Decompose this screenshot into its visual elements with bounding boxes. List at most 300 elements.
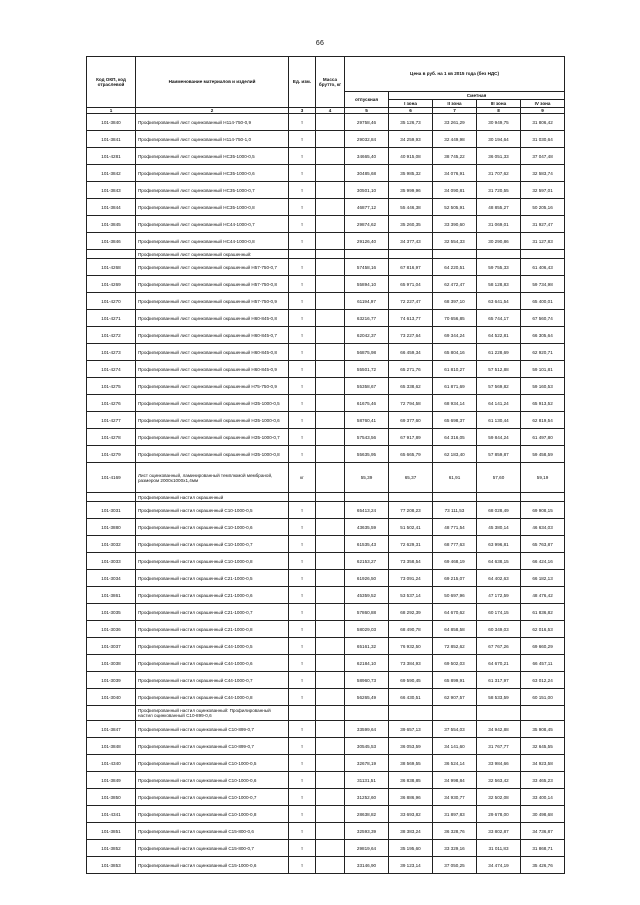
column-number: 5 bbox=[345, 108, 389, 114]
empty-cell bbox=[389, 250, 433, 259]
unit-cell: т bbox=[289, 361, 316, 378]
price-zone-2-cell: 72 852,62 bbox=[433, 638, 477, 655]
price-zone-4-cell: 65 763,87 bbox=[521, 536, 565, 553]
code-cell: 101-4340 bbox=[87, 755, 136, 772]
header-zone-1: I зона bbox=[389, 100, 433, 108]
price-zone-1-cell: 36 838,85 bbox=[389, 772, 433, 789]
price-release-cell: 62153,27 bbox=[345, 553, 389, 570]
price-zone-1-cell: 39 657,13 bbox=[389, 721, 433, 738]
mass-cell bbox=[316, 148, 345, 165]
price-zone-1-cell: 65 271,76 bbox=[389, 361, 433, 378]
code-cell: 101-4274 bbox=[87, 361, 136, 378]
price-zone-2-cell: 64 670,62 bbox=[433, 604, 477, 621]
price-zone-2-cell: 36 524,14 bbox=[433, 755, 477, 772]
price-release-cell: 28638,82 bbox=[345, 806, 389, 823]
price-release-cell: 33599,64 bbox=[345, 721, 389, 738]
price-zone-2-cell: 64 858,58 bbox=[433, 621, 477, 638]
price-release-cell: 30501,10 bbox=[345, 182, 389, 199]
price-zone-4-cell: 66 305,64 bbox=[521, 327, 565, 344]
name-cell: Профилированный лист оцинкованный НС44-1000-0,7 bbox=[136, 216, 289, 233]
table-row bbox=[87, 310, 565, 327]
price-zone-3-cell: 61 317,97 bbox=[477, 672, 521, 689]
name-cell: Профилированный лист оцинкованный окрашенный НЗ5-1000-0,5 bbox=[136, 395, 289, 412]
price-zone-2-cell: 37 554,03 bbox=[433, 721, 477, 738]
price-release-cell: 31252,60 bbox=[345, 789, 389, 806]
mass-cell bbox=[316, 327, 345, 344]
price-zone-2-cell: 34 076,91 bbox=[433, 165, 477, 182]
price-zone-3-cell: 68 028,49 bbox=[477, 502, 521, 519]
unit-cell: т bbox=[289, 553, 316, 570]
name-cell: Профилированный настил оцинкованный С15-800-0,7 bbox=[136, 840, 289, 857]
price-release-cell: 65161,32 bbox=[345, 638, 389, 655]
mass-cell bbox=[316, 276, 345, 293]
table-row bbox=[87, 502, 565, 519]
price-zone-3-cell: 34 474,19 bbox=[477, 857, 521, 874]
code-cell: 101-3031 bbox=[87, 502, 136, 519]
code-cell: 101-4273 bbox=[87, 344, 136, 361]
name-cell: Профилированный настил окрашенный С10-1000-0,7 bbox=[136, 536, 289, 553]
mass-cell bbox=[316, 412, 345, 429]
mass-cell bbox=[316, 131, 345, 148]
price-zone-4-cell: 65 400,01 bbox=[521, 293, 565, 310]
price-release-cell: 43635,59 bbox=[345, 519, 389, 536]
price-zone-4-cell: 31 927,47 bbox=[521, 216, 565, 233]
price-zone-4-cell: 61 836,82 bbox=[521, 604, 565, 621]
column-number: 6 bbox=[389, 108, 433, 114]
mass-cell bbox=[316, 806, 345, 823]
empty-cell bbox=[477, 706, 521, 721]
price-zone-4-cell: 37 047,48 bbox=[521, 148, 565, 165]
code-cell: 101-3851 bbox=[87, 823, 136, 840]
table-row bbox=[87, 553, 565, 570]
code-cell: 101-3841 bbox=[87, 131, 136, 148]
price-zone-2-cell: 65 804,16 bbox=[433, 344, 477, 361]
price-zone-1-cell: 67 816,97 bbox=[389, 259, 433, 276]
name-cell: Профилированный настил окрашенный С44-1000-0,5 bbox=[136, 638, 289, 655]
header-estimate: Сметная bbox=[389, 92, 565, 100]
name-cell: Профилированный лист оцинкованный окрашенный Н60-845-0,8 bbox=[136, 310, 289, 327]
price-zone-1-cell: 34 259,93 bbox=[389, 131, 433, 148]
code-cell: 101-3840 bbox=[87, 114, 136, 131]
price-zone-2-cell: 64 316,05 bbox=[433, 429, 477, 446]
mass-cell bbox=[316, 310, 345, 327]
unit-cell: т bbox=[289, 412, 316, 429]
price-zone-4-cell: 50 205,16 bbox=[521, 199, 565, 216]
name-cell: Профилированный настил окрашенный С10-1000-0,6 bbox=[136, 519, 289, 536]
price-release-cell: 58760,41 bbox=[345, 412, 389, 429]
price-release-cell: 58029,03 bbox=[345, 621, 389, 638]
price-zone-1-cell: 76 932,50 bbox=[389, 638, 433, 655]
table-row bbox=[87, 293, 565, 310]
price-zone-2-cell: 64 220,51 bbox=[433, 259, 477, 276]
price-zone-3-cell: 33 802,87 bbox=[477, 823, 521, 840]
code-cell: 101-3036 bbox=[87, 621, 136, 638]
unit-cell: т bbox=[289, 131, 316, 148]
mass-cell bbox=[316, 216, 345, 233]
price-zone-3-cell: 58 533,59 bbox=[477, 689, 521, 706]
section-title: Профилированный настил окрашенный bbox=[136, 493, 289, 502]
price-release-cell: 61194,97 bbox=[345, 293, 389, 310]
mass-cell bbox=[316, 114, 345, 131]
empty-cell bbox=[477, 250, 521, 259]
mass-cell bbox=[316, 772, 345, 789]
price-zone-2-cell: 73 111,53 bbox=[433, 502, 477, 519]
price-zone-3-cell: 48 855,27 bbox=[477, 199, 521, 216]
unit-cell: т bbox=[289, 857, 316, 874]
price-zone-4-cell: 31 806,42 bbox=[521, 114, 565, 131]
price-zone-2-cell: 38 745,22 bbox=[433, 148, 477, 165]
table-row bbox=[87, 570, 565, 587]
table-row bbox=[87, 327, 565, 344]
unit-cell: т bbox=[289, 502, 316, 519]
price-zone-3-cell: 32 563,42 bbox=[477, 772, 521, 789]
table-row bbox=[87, 536, 565, 553]
price-zone-2-cell: 37 050,25 bbox=[433, 857, 477, 874]
price-zone-4-cell: 30 498,68 bbox=[521, 806, 565, 823]
mass-cell bbox=[316, 672, 345, 689]
price-zone-2-cell: 32 449,98 bbox=[433, 131, 477, 148]
price-zone-1-cell: 38 569,55 bbox=[389, 755, 433, 772]
code-cell bbox=[87, 493, 136, 502]
empty-cell bbox=[316, 250, 345, 259]
code-cell: 101-3035 bbox=[87, 604, 136, 621]
price-zone-4-cell: 59 160,53 bbox=[521, 378, 565, 395]
unit-cell: т bbox=[289, 738, 316, 755]
price-zone-4-cell: 62 016,53 bbox=[521, 621, 565, 638]
name-cell: Профилированный настил окрашенный С10-1000-0,8 bbox=[136, 553, 289, 570]
name-cell: Профилированный лист оцинкованный окрашенный Н57-750-0,7 bbox=[136, 259, 289, 276]
table-row bbox=[87, 721, 565, 738]
mass-cell bbox=[316, 463, 345, 493]
mass-cell bbox=[316, 536, 345, 553]
price-zone-3-cell: 57 859,87 bbox=[477, 446, 521, 463]
name-cell: Профилированный настил окрашенный С21-1000-0,8 bbox=[136, 621, 289, 638]
table-row bbox=[87, 463, 565, 493]
section-header-row bbox=[87, 706, 565, 721]
price-release-cell: 65413,24 bbox=[345, 502, 389, 519]
unit-cell: т bbox=[289, 114, 316, 131]
price-zone-4-cell: 66 182,13 bbox=[521, 570, 565, 587]
mass-cell bbox=[316, 721, 345, 738]
price-zone-4-cell: 66 424,16 bbox=[521, 553, 565, 570]
mass-cell bbox=[316, 446, 345, 463]
price-release-cell: 29819,64 bbox=[345, 840, 389, 857]
mass-cell bbox=[316, 857, 345, 874]
code-cell: 101-4169 bbox=[87, 463, 136, 493]
price-zone-2-cell: 69 502,03 bbox=[433, 655, 477, 672]
unit-cell: т bbox=[289, 148, 316, 165]
empty-cell bbox=[316, 493, 345, 502]
price-zone-2-cell: 62 183,40 bbox=[433, 446, 477, 463]
code-cell: 101-3037 bbox=[87, 638, 136, 655]
price-zone-1-cell: 35 985,32 bbox=[389, 165, 433, 182]
unit-cell: т bbox=[289, 823, 316, 840]
price-zone-4-cell: 62 920,71 bbox=[521, 344, 565, 361]
mass-cell bbox=[316, 233, 345, 250]
table-row bbox=[87, 789, 565, 806]
price-zone-3-cell: 30 194,64 bbox=[477, 131, 521, 148]
empty-cell bbox=[345, 250, 389, 259]
code-cell: 101-4272 bbox=[87, 327, 136, 344]
table-row bbox=[87, 621, 565, 638]
price-zone-2-cell: 33 329,16 bbox=[433, 840, 477, 857]
table-row bbox=[87, 429, 565, 446]
price-zone-1-cell: 55 446,38 bbox=[389, 199, 433, 216]
price-zone-2-cell: 33 390,60 bbox=[433, 216, 477, 233]
price-zone-4-cell: 33 400,14 bbox=[521, 789, 565, 806]
empty-cell bbox=[345, 706, 389, 721]
table-header-row bbox=[87, 57, 565, 92]
price-zone-2-cell: 61 871,69 bbox=[433, 378, 477, 395]
name-cell: Профилированный настил оцинкованный С10-1000-0,8 bbox=[136, 806, 289, 823]
mass-cell bbox=[316, 587, 345, 604]
code-cell: 101-3880 bbox=[87, 519, 136, 536]
table-row bbox=[87, 182, 565, 199]
name-cell: Профилированный лист оцинкованный окрашенный НЗ5-1000-0,8 bbox=[136, 446, 289, 463]
price-release-cell: 55501,72 bbox=[345, 361, 389, 378]
price-zone-4-cell: 69 660,29 bbox=[521, 638, 565, 655]
table-row bbox=[87, 806, 565, 823]
price-zone-1-cell: 51 502,41 bbox=[389, 519, 433, 536]
price-zone-1-cell: 66 430,51 bbox=[389, 689, 433, 706]
unit-cell: т bbox=[289, 655, 316, 672]
price-zone-3-cell: 67 767,26 bbox=[477, 638, 521, 655]
price-zone-1-cell: 39 123,14 bbox=[389, 857, 433, 874]
price-zone-4-cell: 61 497,80 bbox=[521, 429, 565, 446]
price-zone-4-cell: 31 868,71 bbox=[521, 840, 565, 857]
mass-cell bbox=[316, 344, 345, 361]
code-cell: 101-4279 bbox=[87, 446, 136, 463]
page-number: 66 bbox=[315, 40, 325, 47]
price-release-cell: 63216,77 bbox=[345, 310, 389, 327]
code-cell: 101-3842 bbox=[87, 165, 136, 182]
mass-cell bbox=[316, 738, 345, 755]
unit-cell: т bbox=[289, 721, 316, 738]
price-zone-1-cell: 34 377,43 bbox=[389, 233, 433, 250]
table-row bbox=[87, 361, 565, 378]
empty-cell bbox=[289, 250, 316, 259]
table-row bbox=[87, 638, 565, 655]
price-table bbox=[86, 56, 565, 874]
mass-cell bbox=[316, 553, 345, 570]
price-zone-3-cell: 34 942,88 bbox=[477, 721, 521, 738]
unit-cell: т bbox=[289, 429, 316, 446]
price-release-cell: 32678,19 bbox=[345, 755, 389, 772]
code-cell: 101-4277 bbox=[87, 412, 136, 429]
price-zone-3-cell: 31 707,62 bbox=[477, 165, 521, 182]
name-cell: Профилированный лист оцинкованный окрашенный Н57-750-0,8 bbox=[136, 276, 289, 293]
name-cell: Профилированный лист оцинкованный окрашенный Н75-750-0,9 bbox=[136, 378, 289, 395]
price-zone-2-cell: 31 897,83 bbox=[433, 806, 477, 823]
price-zone-4-cell: 48 476,42 bbox=[521, 587, 565, 604]
mass-cell bbox=[316, 378, 345, 395]
name-cell: Профилированный лист оцинкованный окрашенный НЗ5-1000-0,6 bbox=[136, 412, 289, 429]
price-zone-4-cell: 59,19 bbox=[521, 463, 565, 493]
code-cell: 101-3847 bbox=[87, 721, 136, 738]
price-release-cell: 55894,10 bbox=[345, 276, 389, 293]
price-release-cell: 55,39 bbox=[345, 463, 389, 493]
name-cell: Профилированный лист оцинкованный окрашенный Н57-750-0,9 bbox=[136, 293, 289, 310]
empty-cell bbox=[433, 706, 477, 721]
price-zone-1-cell: 69 590,45 bbox=[389, 672, 433, 689]
table-row bbox=[87, 233, 565, 250]
code-cell: 101-3861 bbox=[87, 587, 136, 604]
unit-cell: т bbox=[289, 199, 316, 216]
price-zone-4-cell: 65 913,52 bbox=[521, 395, 565, 412]
code-cell bbox=[87, 706, 136, 721]
price-zone-2-cell: 65 698,37 bbox=[433, 412, 477, 429]
unit-cell: т bbox=[289, 182, 316, 199]
price-zone-1-cell: 73 227,64 bbox=[389, 327, 433, 344]
price-zone-2-cell: 65 899,91 bbox=[433, 672, 477, 689]
price-zone-1-cell: 65,37 bbox=[389, 463, 433, 493]
price-zone-2-cell: 61,91 bbox=[433, 463, 477, 493]
price-zone-4-cell: 35 426,76 bbox=[521, 857, 565, 874]
name-cell: Профилированный настил оцинкованный С10-899-0,7 bbox=[136, 721, 289, 738]
price-zone-4-cell: 32 645,55 bbox=[521, 738, 565, 755]
price-zone-2-cell: 36 328,76 bbox=[433, 823, 477, 840]
price-zone-3-cell: 58 128,83 bbox=[477, 276, 521, 293]
mass-cell bbox=[316, 570, 345, 587]
code-cell: 101-3848 bbox=[87, 738, 136, 755]
unit-cell: т bbox=[289, 344, 316, 361]
price-zone-1-cell: 36 886,96 bbox=[389, 789, 433, 806]
price-zone-3-cell: 45 380,14 bbox=[477, 519, 521, 536]
empty-cell bbox=[289, 706, 316, 721]
table-row bbox=[87, 131, 565, 148]
empty-cell bbox=[389, 706, 433, 721]
price-zone-4-cell: 67 560,74 bbox=[521, 310, 565, 327]
price-zone-1-cell: 73 091,24 bbox=[389, 570, 433, 587]
code-cell: 101-4271 bbox=[87, 310, 136, 327]
table-row bbox=[87, 276, 565, 293]
name-cell: Профилированный лист оцинкованный окрашенный Н60-845-0,8 bbox=[136, 344, 289, 361]
price-zone-3-cell: 64 402,63 bbox=[477, 570, 521, 587]
table-row bbox=[87, 395, 565, 412]
unit-cell: т bbox=[289, 638, 316, 655]
table-row bbox=[87, 216, 565, 233]
name-cell: Профилированный настил окрашенный С21-1000-0,5 bbox=[136, 570, 289, 587]
price-zone-4-cell: 62 819,54 bbox=[521, 412, 565, 429]
price-zone-4-cell: 32 583,74 bbox=[521, 165, 565, 182]
section-header-row bbox=[87, 493, 565, 502]
price-zone-4-cell: 31 030,64 bbox=[521, 131, 565, 148]
price-release-cell: 62184,10 bbox=[345, 655, 389, 672]
unit-cell: т bbox=[289, 806, 316, 823]
unit-cell: т bbox=[289, 378, 316, 395]
empty-cell bbox=[433, 250, 477, 259]
header-release: отпускная bbox=[345, 92, 389, 108]
price-zone-2-cell: 34 930,77 bbox=[433, 789, 477, 806]
price-release-cell: 29874,62 bbox=[345, 216, 389, 233]
name-cell: Профилированный настил оцинкованный С10-1000-0,5 bbox=[136, 755, 289, 772]
table-row bbox=[87, 672, 565, 689]
price-release-cell: 33146,90 bbox=[345, 857, 389, 874]
price-zone-1-cell: 68 490,78 bbox=[389, 621, 433, 638]
price-zone-4-cell: 61 406,43 bbox=[521, 259, 565, 276]
price-zone-2-cell: 70 656,85 bbox=[433, 310, 477, 327]
empty-cell bbox=[521, 706, 565, 721]
price-zone-1-cell: 35 999,96 bbox=[389, 182, 433, 199]
price-zone-3-cell: 31 767,77 bbox=[477, 738, 521, 755]
code-cell: 101-3039 bbox=[87, 672, 136, 689]
price-zone-2-cell: 68 777,63 bbox=[433, 536, 477, 553]
code-cell: 101-3033 bbox=[87, 553, 136, 570]
price-zone-2-cell: 68 934,14 bbox=[433, 395, 477, 412]
empty-cell bbox=[316, 706, 345, 721]
table-row bbox=[87, 148, 565, 165]
price-zone-3-cell: 30 290,86 bbox=[477, 233, 521, 250]
column-number: 2 bbox=[136, 108, 289, 114]
unit-cell: т bbox=[289, 165, 316, 182]
header-unit: Ед. изм. bbox=[289, 57, 316, 108]
price-zone-1-cell: 65 338,62 bbox=[389, 378, 433, 395]
name-cell: Профилированный настил окрашенный С21-1000-0,7 bbox=[136, 604, 289, 621]
price-zone-4-cell: 33 465,23 bbox=[521, 772, 565, 789]
price-zone-4-cell: 60 151,00 bbox=[521, 689, 565, 706]
unit-cell: т bbox=[289, 519, 316, 536]
price-zone-3-cell: 47 172,59 bbox=[477, 587, 521, 604]
price-zone-3-cell: 36 051,33 bbox=[477, 148, 521, 165]
section-title: Профилированный настил оцинкованный: Профилированный настил оцинкованный С10-899-0,6 bbox=[136, 706, 289, 721]
code-cell bbox=[87, 250, 136, 259]
mass-cell bbox=[316, 395, 345, 412]
price-release-cell: 29032,84 bbox=[345, 131, 389, 148]
price-release-cell: 34665,40 bbox=[345, 148, 389, 165]
price-zone-2-cell: 52 505,91 bbox=[433, 199, 477, 216]
price-zone-3-cell: 64 522,81 bbox=[477, 327, 521, 344]
price-zone-4-cell: 69 908,15 bbox=[521, 502, 565, 519]
section-header-row bbox=[87, 250, 565, 259]
table-row bbox=[87, 199, 565, 216]
mass-cell bbox=[316, 519, 345, 536]
price-zone-1-cell: 40 915,08 bbox=[389, 148, 433, 165]
price-zone-3-cell: 65 744,17 bbox=[477, 310, 521, 327]
name-cell: Профилированный настил оцинкованный С10-899-0,7 bbox=[136, 738, 289, 755]
price-release-cell: 30545,53 bbox=[345, 738, 389, 755]
price-zone-1-cell: 36 053,59 bbox=[389, 738, 433, 755]
price-release-cell: 61926,50 bbox=[345, 570, 389, 587]
price-release-cell: 32593,39 bbox=[345, 823, 389, 840]
code-cell: 101-3852 bbox=[87, 840, 136, 857]
code-cell: 101-4278 bbox=[87, 429, 136, 446]
price-zone-3-cell: 60 174,15 bbox=[477, 604, 521, 621]
price-zone-3-cell: 64 670,21 bbox=[477, 655, 521, 672]
header-zone-2: II зона bbox=[433, 100, 477, 108]
name-cell: Лист оцинкованный, ламинированный темплюмой мембраной, размером 2000х1000х1,4мм bbox=[136, 463, 289, 493]
empty-cell bbox=[433, 493, 477, 502]
unit-cell: т bbox=[289, 536, 316, 553]
header-price: Цена в руб. на 1 кв 2015 года (без НДС) bbox=[345, 57, 565, 92]
code-cell: 101-3846 bbox=[87, 233, 136, 250]
price-zone-2-cell: 33 261,29 bbox=[433, 114, 477, 131]
header-zone-4: IV зона bbox=[521, 100, 565, 108]
table-row bbox=[87, 689, 565, 706]
code-cell: 101-4268 bbox=[87, 259, 136, 276]
code-cell: 101-3032 bbox=[87, 536, 136, 553]
code-cell: 101-3038 bbox=[87, 655, 136, 672]
price-zone-3-cell: 64 141,24 bbox=[477, 395, 521, 412]
price-release-cell: 58960,73 bbox=[345, 672, 389, 689]
name-cell: Профилированный настил окрашенный С44-1000-0,6 bbox=[136, 655, 289, 672]
code-cell: 101-4275 bbox=[87, 378, 136, 395]
price-release-cell: 30485,68 bbox=[345, 165, 389, 182]
table-row bbox=[87, 114, 565, 131]
price-release-cell: 55358,67 bbox=[345, 378, 389, 395]
name-cell: Профилированный настил оцинкованный С10-1000-0,6 bbox=[136, 772, 289, 789]
price-zone-1-cell: 35 195,60 bbox=[389, 840, 433, 857]
price-zone-3-cell: 57,60 bbox=[477, 463, 521, 493]
